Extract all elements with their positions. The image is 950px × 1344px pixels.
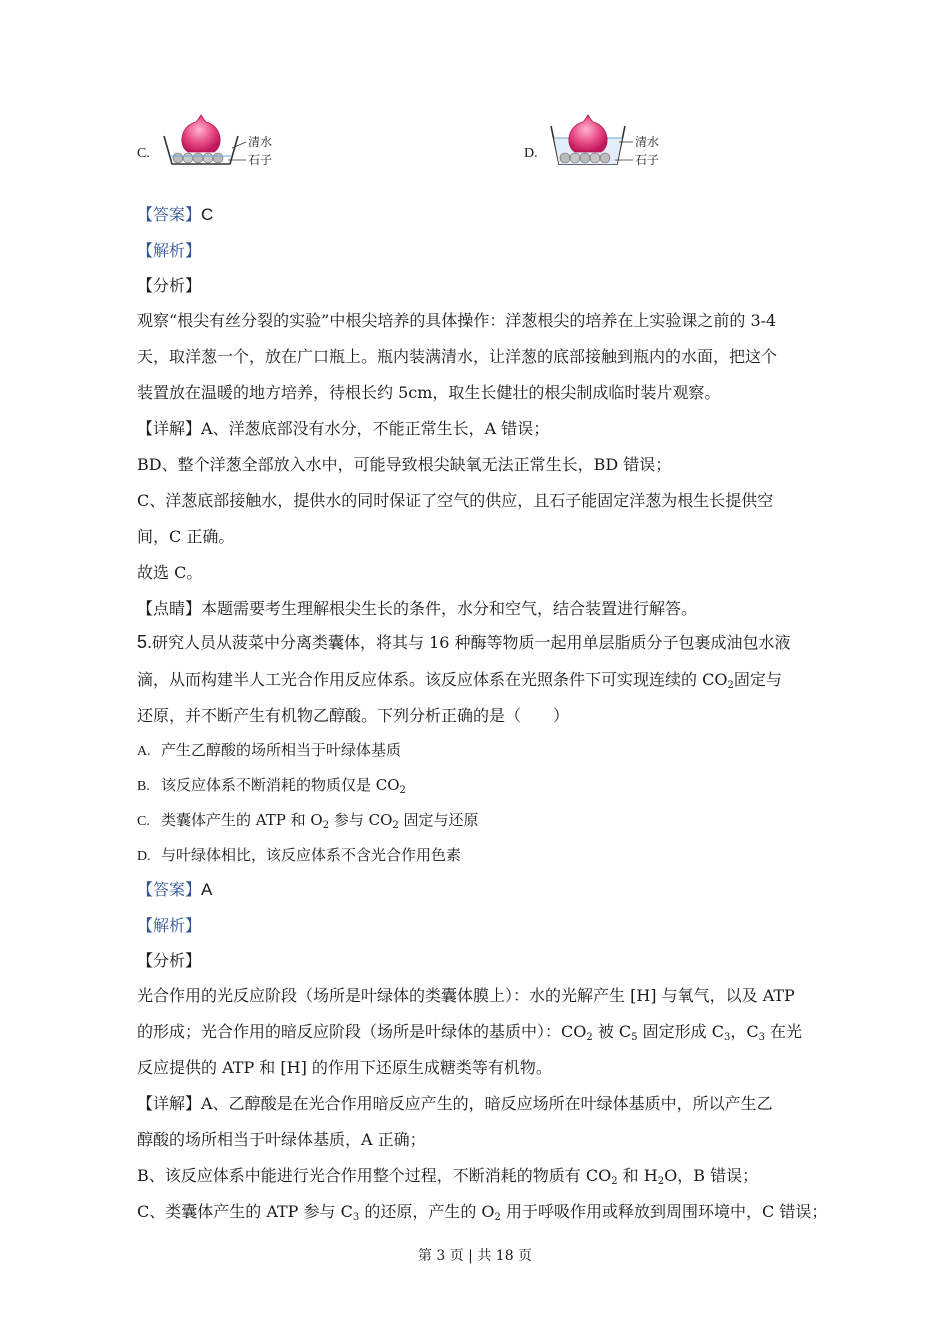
q5-fenxi-line-3: 反应提供的 ATP 和 [H] 的作用下还原生成糖类等有机物。 <box>137 1058 552 1077</box>
q5-stem-line-3: 还原，并不断产生有机物乙醇酸。下列分析正确的是（ ） <box>137 706 570 725</box>
q4-detail-line-1: 【详解】A、洋葱底部没有水分，不能正常生长，A 错误； <box>137 419 550 438</box>
q4-fenxi-line-2: 天，取洋葱一个，放在广口瓶上。瓶内装满清水，让洋葱的底部接触到瓶内的水面，把这个 <box>137 347 778 366</box>
onion-icon <box>182 115 220 152</box>
figure-c-water-label: 清水 <box>248 135 273 149</box>
q5-option-c: C. 类囊体产生的 ATP 和 $O_2$ 参与 $CO_2$ 固定与还原 <box>137 811 479 831</box>
figure-d-stone-label: 石子 <box>635 153 660 167</box>
figure-d-label: D. <box>524 146 538 161</box>
q5-fenxi-line-1: 光合作用的光反应阶段（场所是叶绿体的类囊体膜上）：水的光解产生 [H] 与氧气，以及 ATP <box>137 986 795 1005</box>
q4-detail-line-4: 间，C 正确。 <box>137 527 235 546</box>
q4-detail-line-3: C、洋葱底部接触水，提供水的同时保证了空气的供应，且石子能固定洋葱为根生长提供空 <box>137 491 774 510</box>
q5-option-b: B. 该反应体系不断消耗的物质仅是 $CO_2$ <box>137 776 406 796</box>
q5-answer: 【答案】A <box>137 880 213 899</box>
q4-comment: 【点睛】本题需要考生理解根尖生长的条件，水分和空气，结合装置进行解答。 <box>137 599 698 618</box>
q4-analysis-tag: 【解析】 <box>137 241 202 260</box>
page-footer: 第 3 页 | 共 18 页 <box>417 1248 533 1264</box>
q4-choose: 故选 C。 <box>137 563 203 582</box>
q5-fenxi-line-2: 的形成；光合作用的暗反应阶段（场所是叶绿体的基质中）：$CO_2$ 被 $C_5$ 固定形成 $C_3$，$C_3$ 在光 <box>137 1022 803 1043</box>
q5-analysis-tag: 【解析】 <box>137 916 202 935</box>
onion-icon <box>569 115 607 152</box>
q4-fenxi-tag: 【分析】 <box>137 276 202 295</box>
q4-fenxi-line-3: 装置放在温暖的地方培养，待根长约 5cm，取生长健壮的根尖制成临时装片观察。 <box>137 383 721 402</box>
q4-fenxi-line-1: 观察“根尖有丝分裂的实验”中根尖培养的具体操作：洋葱根尖的培养在上实验课之前的 3-4 <box>137 311 777 330</box>
figure-c-label: C. <box>137 146 150 161</box>
q5-option-a: A. 产生乙醇酸的场所相当于叶绿体基质 <box>137 741 402 759</box>
q5-option-d: D. 与叶绿体相比，该反应体系不含光合作用色素 <box>137 846 462 864</box>
q4-answer: 【答案】C <box>137 205 214 224</box>
q5-detail-line-4: C、类囊体产生的 ATP 参与 $C_3$ 的还原，产生的 $O_2$ 用于呼吸作用或释放到周围环境中，C 错误； <box>137 1202 828 1223</box>
q5-fenxi-tag: 【分析】 <box>137 951 202 970</box>
q5-stem-line-1: 5.研究人员从菠菜中分离类囊体，将其与 16 种酶等物质一起用单层脂质分子包裹成油包水液 <box>137 632 791 652</box>
q5-detail-line-1: 【详解】A、乙醇酸是在光合作用暗反应产生的，暗反应场所在叶绿体基质中，所以产生乙 <box>137 1094 773 1113</box>
q5-stem-line-2: 滴，从而构建半人工光合作用反应体系。该反应体系在光照条件下可实现连续的 $CO_2$固定与 <box>137 670 782 691</box>
figure-d-water-label: 清水 <box>635 135 660 149</box>
figure-c-stone-label: 石子 <box>248 153 273 167</box>
q4-detail-line-2: BD、整个洋葱全部放入水中，可能导致根尖缺氧无法正常生长，BD 错误； <box>137 455 672 474</box>
q5-detail-line-3: B、该反应体系中能进行光合作用整个过程，不断消耗的物质有 $CO_2$ 和 $H_2O$，B 错误； <box>137 1166 759 1187</box>
q5-detail-line-2: 醇酸的场所相当于叶绿体基质，A 正确； <box>137 1130 426 1149</box>
